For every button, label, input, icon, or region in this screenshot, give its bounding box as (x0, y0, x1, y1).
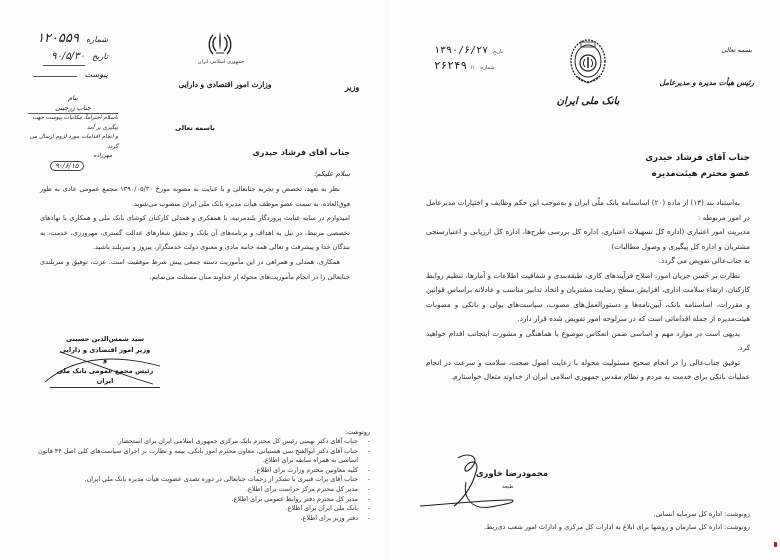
cc-item: - جناب آقای برات قنبری با تشکر از زحمات جنابعالی در دوره تصدی عضویت هیأت مدیره بانک ملی ایران. (84, 475, 370, 484)
addressee: جناب آقای فرشاد حیدری (252, 148, 350, 157)
note-line: بنام (68, 94, 78, 102)
number-row (434, 59, 524, 75)
cc-item: رونوشت: اداره کل سرمایه انسانی. (653, 510, 750, 518)
ministry-name: وزارت امور اقتصادی و دارایی (178, 80, 272, 89)
bank-melli-emblem-icon (568, 36, 608, 86)
body-paragraph: همکاری، همدلی و همراهی در این مأموریت دسته جمعی پیش شرط موفقیت است. عزت، توفیق و سربلندی جنابعالی را در انجام مأموریت‌های محوله از خداوند منان مسئلت می‌نمایم. (40, 257, 350, 281)
note-line: و انجام اقدامات مورد لزوم ارسال می گردد (29, 134, 118, 150)
number-value: ۱۲۰۵۵۹ (37, 31, 79, 46)
cc-item: - دفتر وزیر برای اطلاع. (300, 513, 370, 522)
body-paragraph: به جناب‌عالی تفویض می گردد. (658, 256, 750, 265)
note-line: جناب زرچینی (28, 104, 118, 115)
signature-scribble-icon (418, 452, 518, 514)
cc-item: - مدیر کل محترم دفتر روابط عمومی برای اطلاع. (231, 494, 370, 503)
date-value: ۹۰/۵/۳۰ (43, 48, 85, 66)
date-value: ۱۳۹۰/۶/۲۷ (434, 45, 489, 56)
body-paragraph: مدیریت امور اعتباری (اداره کل تسهیلات اعتباری، اداره کل بررسی طرح‌ها، اداره کل ارزیابی و اعتبارسنجی مشتریان و اداره کل پیگیری و وصول مطالبات) (426, 227, 750, 251)
salutation: سلام علیکم؛ (314, 170, 350, 178)
date-row (434, 44, 524, 59)
cc-heading: رونوشت: (344, 428, 370, 436)
attachment-label: پیوست (84, 70, 108, 79)
date-label: تاریخ (92, 52, 108, 61)
attachment-row (30, 66, 108, 83)
cc-item: رونوشت: اداره کل سازمان و روشها برای ابلاغ به ادارات کل مرکزی و ادارات امور شعب ذی‌ربط. (483, 523, 750, 531)
number-value: ۲۶۲۴۹ (434, 59, 468, 72)
body-paragraph: امیدوارم در سایه عنایت پروردگار بلندمرتبه، با همفکری و همدلی کارکنان کوشای بانک ملی و همکاری با نهادهای تخصصی مرتبط، در نیل به اهداف و برنامه‌های آن بانک و تحقق شعارهای عدالت گستری، مهرورزی، خدمت، به بندگان خدا و پیشرفت و تعالی همه جانبه مادی و معنوی دولت خدمتگزار، پیروز و سربلند باشید. (40, 214, 350, 252)
cc-list (22, 437, 370, 523)
number-label: شماره: ۱۰/ (470, 65, 495, 71)
invocation: بسمه تعالی (721, 46, 752, 54)
letter-meta (30, 30, 108, 83)
letter-meta (434, 44, 524, 75)
cc-section (22, 428, 370, 523)
addressee-title: عضو محترم هیئت‌مدیره (651, 169, 750, 179)
bank-name: بانک ملی ایران (556, 96, 620, 107)
invocation: باسمه تعالی (175, 124, 215, 132)
signatory-title: وزیر امور اقتصادی و دارایی (59, 345, 151, 354)
republic-label: جمهوری اسلامی ایران (197, 59, 245, 65)
body-paragraph: نظارت بر حُسن جریان امور، اصلاح فرآیندهای کاری، طبقه‌بندی و شفافیت اطلاعات و آمارها، تنظیم روابط کارکنان، ارتقاء سلامت اداری، افزایش سطح رضایت مشتریان و اتخاذ تدابیر مناسب و عادلانه براساس قوانین و مقررات، اساسنامه بانک، آیین‌نامه‌ها و دستورالعمل‌های مصوب، سیاست‌های پولی و بانکی و مصوبات هیئت‌مدیره از جمله اقداماتی است که در سرلوحه امور تفویض شده قرار دارد. (426, 270, 750, 323)
cc-item: - جناب آقای دکتر ابوالفتح سی هستیانی، معاون محترم امور بانکی، بیمه و نظارت بر اجرای سیاست‌های کلی اصل ۴۴ قانون اساسی به همراه سابقه برای اطلاع. (37, 446, 370, 465)
note-date: ۹۰/۶/۱۵ (28, 162, 118, 172)
cc-item: - جناب آقای دکتر بهمنی رئیس کل محترم بانک مرکزی جمهوری اسلامی ایران برای استحضار. (116, 437, 370, 445)
signature-scribble-icon (35, 346, 165, 390)
cc-item: - کلیه معاونین محترم وزارت برای اطلاع. (254, 465, 370, 474)
cc-item: - بانک ملی ایران برای اطلاع. (285, 504, 370, 513)
number-label: شماره (86, 35, 108, 44)
cc-section (432, 508, 750, 534)
date-row (30, 48, 108, 66)
red-mark-icon (774, 542, 777, 547)
issuer-title: وزیر (345, 82, 360, 92)
addressee-block (572, 150, 750, 182)
addressee-name: جناب آقای فرشاد حیدری (645, 153, 750, 163)
sender-title: رئیس هیأت مدیره و مدیرعامل (659, 78, 754, 87)
attachment-value (33, 76, 77, 77)
signatory-conjunction: و (102, 356, 108, 364)
iran-emblem-icon (207, 30, 233, 58)
body-paragraph: نظر به تعهد، تخصص و تجربه جنابعالی و با عنایت به مصوبه مورخ ۱۳۹۰/۰۵/۳۰ مجمع عمومی عادی به طور فوق‌العاده، به سمت عضو موظف هیأت مدیره بانک ملی ایران منصوب می‌شوید. (40, 185, 350, 208)
signature-stamp: طبعه (502, 484, 514, 490)
note-line: مهرزاده (93, 153, 112, 159)
signatory-name: سید شمس‌الدین حسینی (65, 335, 145, 343)
body-paragraph: توفیق جناب‌عالی را در انجام صحیح مسئولیت محوله با رعایت اصول صحت، سلامت و سرعت در انجام عملیات بانکی برای خدمت به مردم و نظام مقدس جمهوری اسلامی ایران از خداوند متعال خواستارم. (426, 357, 750, 381)
signatory-name: محمودرضا خاوری (475, 468, 549, 478)
note-line: باسلام احتراماً، مکاتبات پیوست جهت پیگیری بر آمد (32, 115, 118, 131)
number-row (30, 30, 108, 48)
handwritten-note (28, 94, 118, 171)
bank-letter (392, 0, 780, 560)
signatory-title-2: رئیس مجمع عمومی بانک ملی ایران (50, 366, 160, 388)
body-paragraph: بدیهی است در موارد مهم و اساسی ضمن انعکاس موضوع با هماهنگی و مشورت اینجانب اقدام خواهید کرد. (426, 328, 750, 352)
date-label: تاریخ: (491, 49, 504, 55)
cc-item: - مدیر کل محترم مرکز حراست برای اطلاع. (245, 484, 370, 493)
body-paragraph: به‌استناد بند (۱۳) از ماده (۲۰) اساسنامه بانک ملّی ایران و به‌موجب این حکم وظایف و اختیارات مدیرعامل در امور مربوطه : (426, 198, 750, 222)
letter-body (426, 196, 750, 385)
letter-body (40, 182, 350, 284)
